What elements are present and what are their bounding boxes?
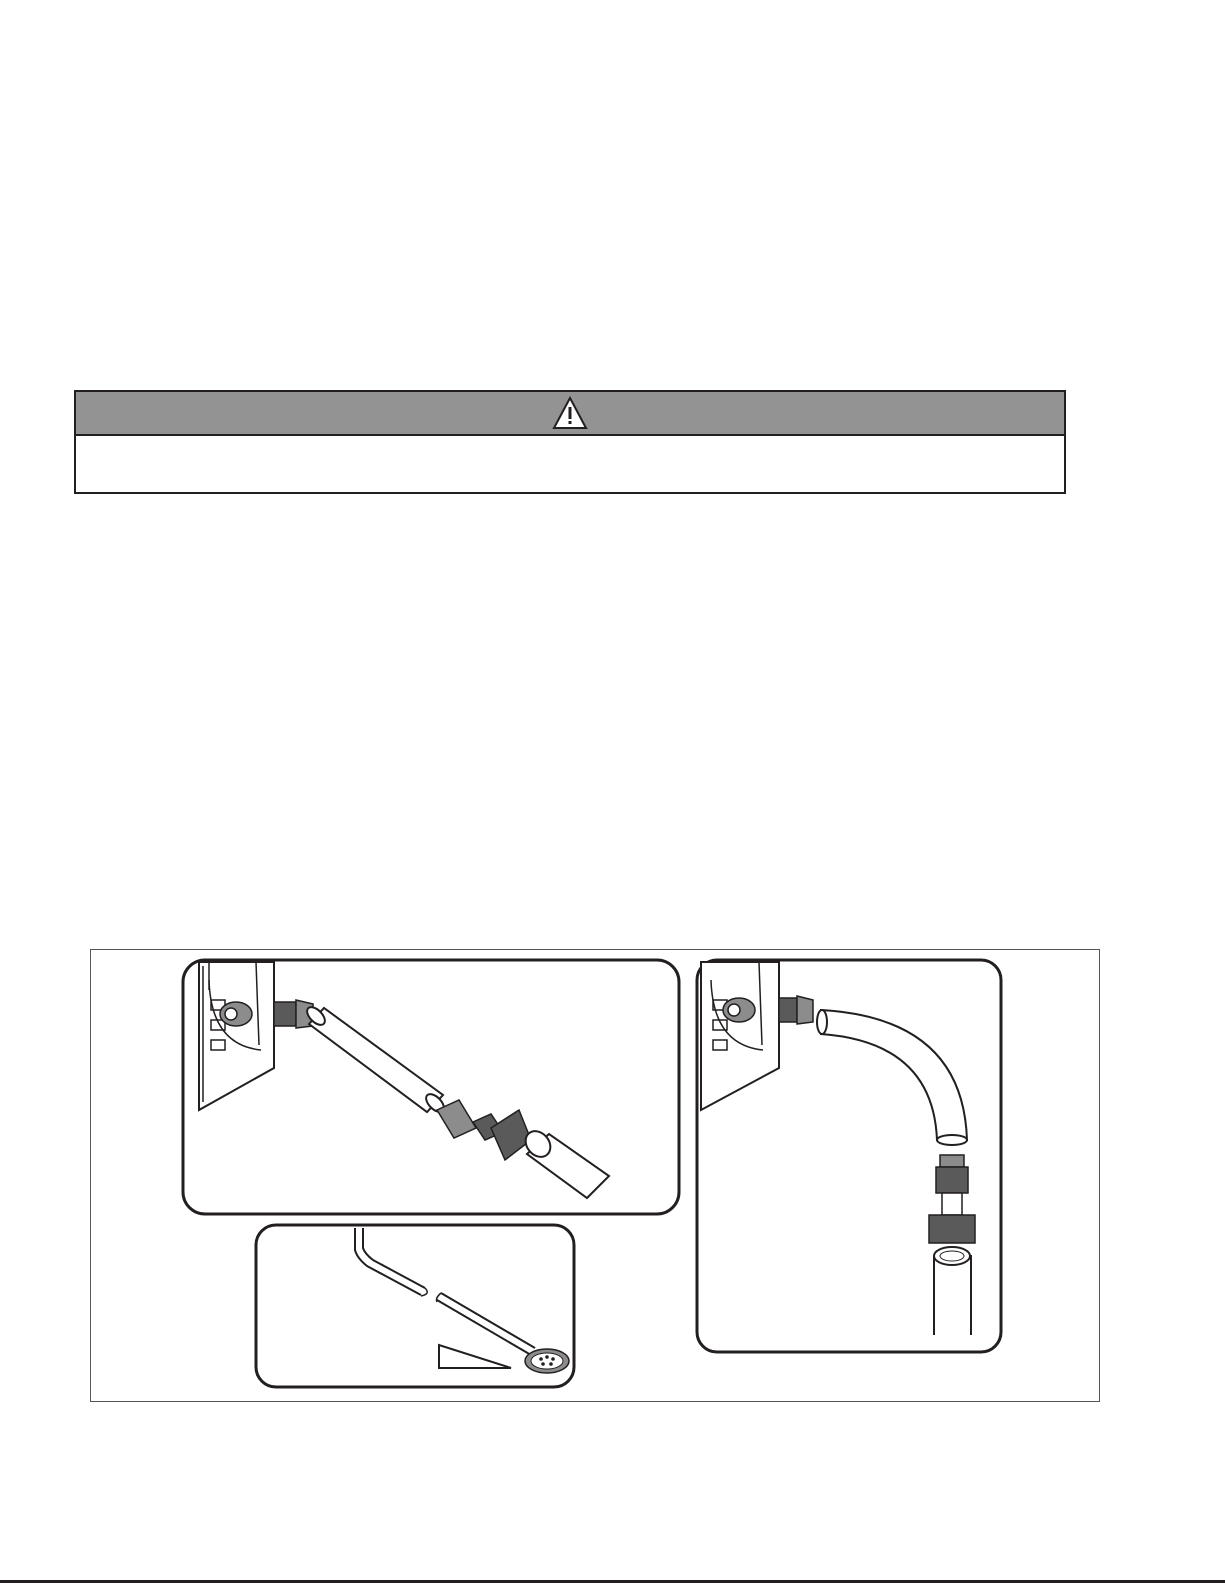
caution-body (76, 436, 1064, 494)
caution-box (74, 390, 1066, 494)
bottom-rule (0, 1580, 1225, 1583)
panel-straight-hose (183, 960, 679, 1214)
drain-connection-illustration (91, 950, 1101, 1403)
panel-drain-slope (256, 1225, 574, 1387)
panel-elbow-hose (697, 960, 1001, 1352)
caution-header (76, 392, 1064, 436)
warning-triangle-icon (552, 396, 588, 430)
figure-frame (90, 949, 1100, 1402)
